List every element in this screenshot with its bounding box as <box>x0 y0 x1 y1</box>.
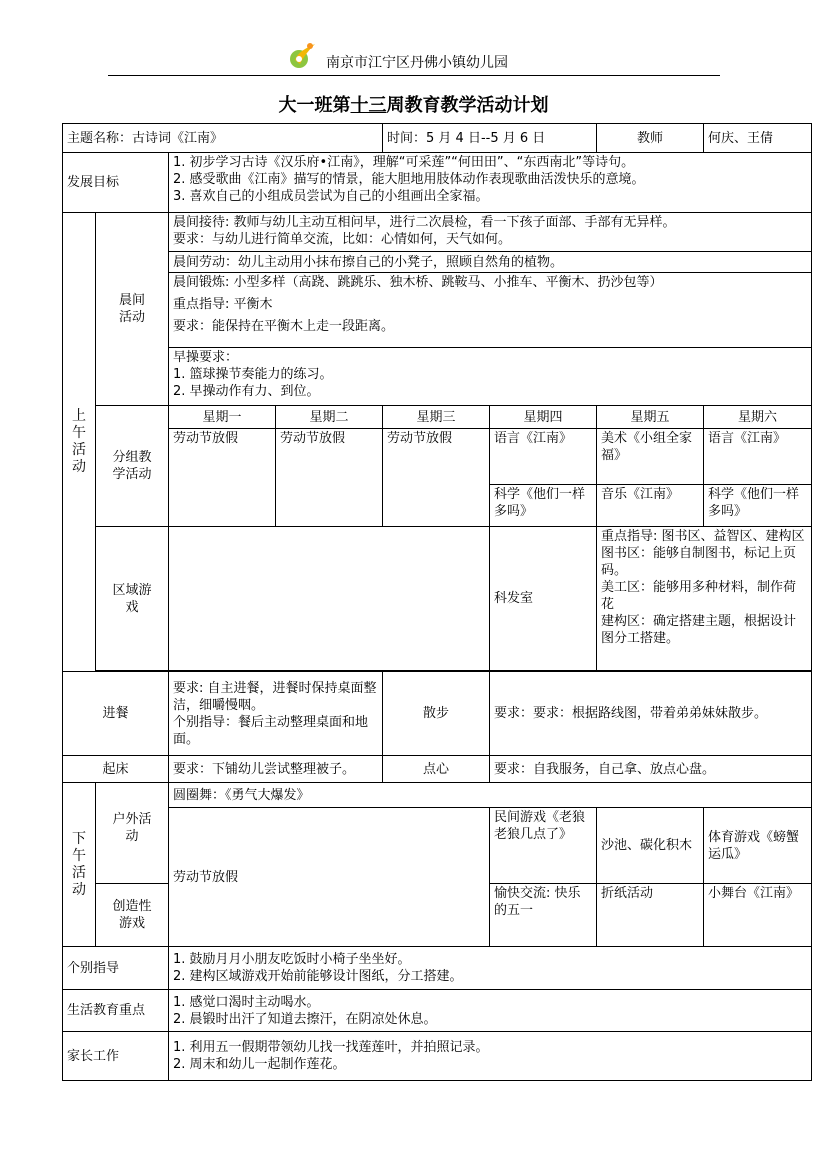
title-suffix: 周教育教学活动计划 <box>386 95 549 116</box>
day-monday: 星期一 <box>169 406 276 429</box>
group-wed: 劳动节放假 <box>383 429 490 527</box>
group-tue: 劳动节放假 <box>276 429 383 527</box>
afternoon-section-label: 下 午 活 动 <box>63 783 96 947</box>
area-notes <box>597 527 812 671</box>
area-game-label: 区域游 戏 <box>96 527 169 671</box>
day-wednesday: 星期三 <box>383 406 490 429</box>
outdoor-label: 户外活 动 <box>96 783 169 884</box>
morning-drill <box>169 348 812 406</box>
outdoor-fri: 沙池、碳化积木 <box>597 808 704 884</box>
afternoon-holiday: 劳动节放假 <box>169 808 490 947</box>
area-note: 建构区：确定搭建主题，根据设计图分工搭建。 <box>601 614 797 646</box>
parents-label: 家长工作 <box>63 1032 169 1081</box>
creative-fri: 折纸活动 <box>597 884 704 947</box>
getup-content: 要求：下铺幼儿尝试整理被子。 <box>169 756 383 783</box>
page-title <box>0 91 827 117</box>
creative-label: 创造性 游戏 <box>96 884 169 947</box>
meal-label: 进餐 <box>63 672 169 756</box>
area-empty <box>169 527 490 671</box>
area-note: 美工区：能够用多种材料，制作荷花 <box>601 580 797 612</box>
title-prefix: 大一班第 <box>278 95 351 116</box>
individual-item: 2. 建构区域游戏开始前能够设计图纸，分工搭建。 <box>173 969 463 984</box>
kindergarten-logo-icon <box>288 40 318 70</box>
morning-reception <box>169 213 812 252</box>
day-thursday: 星期四 <box>490 406 597 429</box>
morning-activity-label: 晨间 活动 <box>96 213 169 406</box>
group-thu-1: 语言《江南》 <box>490 429 597 485</box>
goals-label: 发展目标 <box>63 153 169 213</box>
outdoor-thu: 民间游戏《老狼老狼几点了》 <box>490 808 597 884</box>
individual-label: 个别指导 <box>63 947 169 990</box>
group-sat-2: 科学《他们一样多吗》 <box>704 485 812 527</box>
life-label: 生活教育重点 <box>63 990 169 1032</box>
parents-item: 2. 周末和幼儿一起制作莲花。 <box>173 1057 346 1072</box>
drill-line: 早操要求： <box>173 350 239 365</box>
life-item: 1. 感觉口渴时主动喝水。 <box>173 994 320 1010</box>
exercise-line: 要求：能保持在平衡木上走一段距离。 <box>173 319 395 334</box>
teacher-label: 教师 <box>597 124 704 153</box>
life-content <box>169 990 812 1032</box>
group-mon: 劳动节放假 <box>169 429 276 527</box>
exercise-line: 晨间锻炼: 小型多样（高跷、跳跳乐、独木桥、跳鞍马、小推车、平衡木、扔沙包等） <box>173 275 663 290</box>
morning-section-label: 上 午 活 动 <box>63 213 96 672</box>
theme-cell: 主题名称：古诗词《江南》 <box>63 124 383 153</box>
day-saturday: 星期六 <box>704 406 812 429</box>
header-divider <box>108 75 720 76</box>
group-sat-1: 语言《江南》 <box>704 429 812 485</box>
walk-label: 散步 <box>383 672 490 756</box>
parents-content <box>169 1032 812 1081</box>
reception-line: 要求：与幼儿进行简单交流，比如：心情如何，天气如何。 <box>173 232 512 247</box>
goal-item: 1. 初步学习古诗《汉乐府•江南》，理解“可采莲”“何田田”、“东西南北”等诗句。 <box>173 155 635 170</box>
area-thursday: 科发室 <box>490 527 597 671</box>
meal-line: 个别指导：餐后主动整理桌面和地面。 <box>173 714 369 747</box>
circle-dance: 圆圈舞：《勇气大爆发》 <box>169 783 812 808</box>
area-note: 图书区：能够自制图书，标记上页码。 <box>601 546 797 578</box>
outdoor-sat: 体育游戏《螃蟹运瓜》 <box>704 808 812 884</box>
title-week-number: 十三 <box>350 95 387 116</box>
goals-content <box>169 153 812 213</box>
walk-content: 要求：要求：根据路线图，带着弟弟妹妹散步。 <box>490 672 812 756</box>
area-note: 重点指导: 图书区、益智区、建构区 <box>601 529 805 544</box>
weekly-plan-table <box>62 123 812 1081</box>
morning-labor: 晨间劳动：幼儿主动用小抹布擦自己的小凳子，照顾自然角的植物。 <box>169 252 812 273</box>
day-tuesday: 星期二 <box>276 406 383 429</box>
time-cell: 时间：5 月 4 日--5 月 6 日 <box>383 124 597 153</box>
meal-line: 要求: 自主进餐，进餐时保持桌面整洁，细嚼慢咽。 <box>173 680 377 713</box>
goal-item: 2. 感受歌曲《江南》描写的情景，能大胆地用肢体动作表现歌曲活泼快乐的意境。 <box>173 172 645 187</box>
group-fri-1: 美术《小组全家福》 <box>597 429 704 485</box>
drill-line: 1. 篮球操节奏能力的练习。 <box>173 367 333 382</box>
drill-line: 2. 早操动作有力、到位。 <box>173 384 320 399</box>
school-name: 南京市江宁区丹佛小镇幼儿园 <box>326 55 508 71</box>
group-activity-label: 分组教 学活动 <box>96 406 169 527</box>
snack-content: 要求：自我服务，自己拿、放点心盘。 <box>490 756 812 783</box>
day-friday: 星期五 <box>597 406 704 429</box>
meal-content <box>169 672 383 756</box>
reception-line: 晨间接待: 教师与幼儿主动互相问早，进行二次晨检，看一下孩子面部、手部有无异样。 <box>173 215 676 230</box>
morning-exercise <box>169 273 812 348</box>
individual-item: 1. 鼓励月月小朋友吃饭时小椅子坐坐好。 <box>173 952 411 967</box>
goal-item: 3. 喜欢自己的小组成员尝试为自己的小组画出全家福。 <box>173 189 489 204</box>
group-fri-2: 音乐《江南》 <box>597 485 704 527</box>
individual-content <box>169 947 812 990</box>
creative-sat: 小舞台《江南》 <box>704 884 812 947</box>
exercise-line: 重点指导: 平衡木 <box>173 297 273 312</box>
group-thu-2: 科学《他们一样多吗》 <box>490 485 597 527</box>
teacher-names: 何庆、王倩 <box>704 124 812 153</box>
life-item: 2. 晨锻时出汗了知道去擦汗，在阴凉处休息。 <box>173 1011 437 1027</box>
snack-label: 点心 <box>383 756 490 783</box>
parents-item: 1. 利用五一假期带领幼儿找一找莲莲叶，并拍照记录。 <box>173 1040 489 1055</box>
getup-label: 起床 <box>63 756 169 783</box>
creative-thu: 愉快交流: 快乐的五一 <box>490 884 597 947</box>
